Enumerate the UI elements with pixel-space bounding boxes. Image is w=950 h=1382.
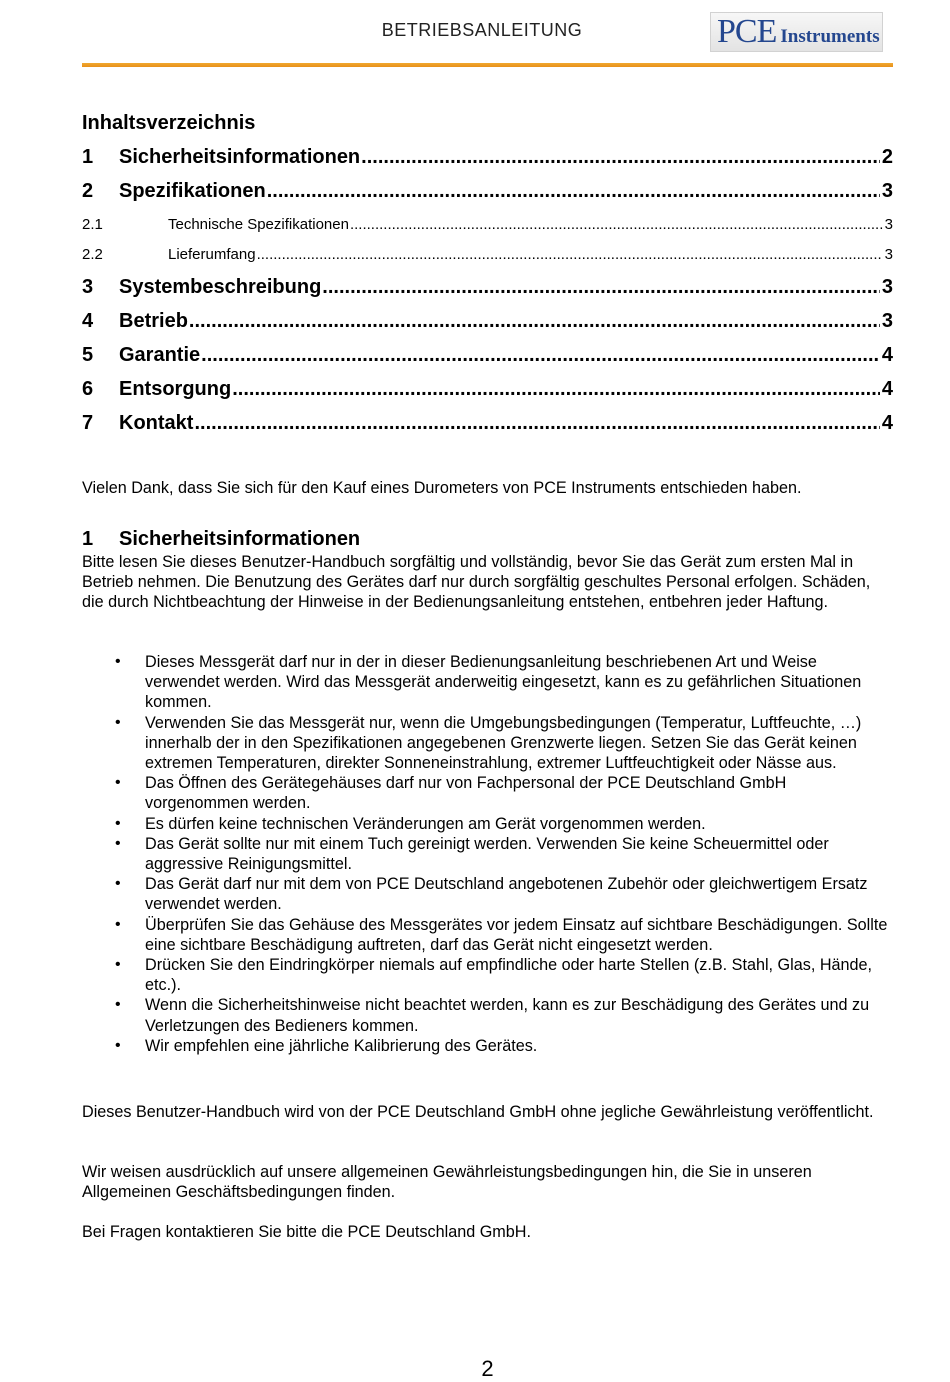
- logo-instruments-text: Instruments: [780, 26, 880, 47]
- list-item: [82, 713, 893, 774]
- toc-entry-number: 2.1: [82, 216, 103, 233]
- bullet-marker: •: [115, 915, 121, 933]
- list-item: [82, 814, 893, 834]
- list-item-text: Wir empfehlen eine jährliche Kalibrierung des Gerätes.: [145, 1036, 538, 1055]
- list-item: [82, 915, 893, 955]
- list-item: [82, 955, 893, 995]
- intro-paragraph: Vielen Dank, dass Sie sich für den Kauf eines Durometers von PCE Instruments entschieden haben.: [82, 479, 802, 497]
- toc-entry-page: 3: [884, 216, 893, 233]
- bullet-marker: •: [115, 713, 121, 731]
- toc-entry-title: Lieferumfang: [168, 246, 256, 263]
- toc-entry-number: 3: [82, 276, 94, 298]
- toc-entry[interactable]: [82, 378, 893, 401]
- warranty-paragraph: Wir weisen ausdrücklich auf unsere allgemeinen Gewährleistungsbedingungen hin, die Sie in unseren Allgemeinen Geschäftsbedingungen finden.: [82, 1163, 812, 1202]
- list-item-text: Das Gerät sollte nur mit einem Tuch gereinigt werden. Verwenden Sie keine Scheuermittel oder aggressive Reinigungsmittel.: [145, 834, 829, 874]
- bullet-marker: •: [115, 956, 121, 974]
- toc-entry-page: 2: [881, 146, 893, 168]
- toc-entry-number: 2.2: [82, 246, 103, 263]
- toc-entry[interactable]: [82, 412, 893, 435]
- list-item-text: Überprüfen Sie das Gehäuse des Messgerätes vor jedem Einsatz auf sichtbare Beschädigungen. Sollte eine sichtbare Beschädigung auftreten, darf das Gerät nicht eingesetzt werden.: [145, 915, 888, 954]
- list-item: [82, 834, 893, 874]
- list-item: [82, 995, 893, 1035]
- list-item-text: Drücken Sie den Eindringkörper niemals auf empfindliche oder harte Stellen (z.B. Stahl, Glas, Hände, etc.).: [145, 956, 873, 995]
- list-item-text: Dieses Messgerät darf nur in der in dieser Bedienungsanleitung beschriebenen Art und Weise verwendet werden. Wird das Messgerät anderweitig eingesetzt, kann es zu gefährlichen Situationen kommen.: [145, 653, 862, 712]
- toc-entry-number: 1: [82, 146, 94, 168]
- toc-entry-title: Spezifikationen: [119, 180, 266, 202]
- toc-entry[interactable]: [82, 344, 893, 367]
- toc-leader-dots: [267, 180, 880, 203]
- header-divider: [82, 63, 893, 67]
- bullet-marker: •: [115, 774, 121, 792]
- pce-instruments-logo: [710, 12, 883, 52]
- toc-leader-dots: [322, 276, 880, 299]
- safety-intro-paragraph: Bitte lesen Sie dieses Benutzer-Handbuch sorgfältig und vollständig, bevor Sie das Gerät zum ersten Mal in Betrieb nehmen. Die Benutzung des Gerätes darf nur durch sorgfältig geschultes Personal erfolgen. Schäden, die durch Nichtbeachtung der Hinweise in der Bedienungsanleitung entstehen, entbehren jeder Haftung.: [82, 553, 871, 612]
- section-number: 1: [82, 528, 94, 550]
- toc-entry-title: Entsorgung: [119, 378, 232, 400]
- toc-leader-dots: [194, 412, 879, 435]
- toc-heading: Inhaltsverzeichnis: [82, 112, 256, 134]
- bullet-marker: •: [115, 814, 121, 832]
- bullet-marker: •: [115, 1036, 121, 1054]
- list-item-text: Es dürfen keine technischen Veränderungen am Gerät vorgenommen werden.: [145, 814, 706, 833]
- list-item-text: Das Gerät darf nur mit dem von PCE Deutschland angebotenen Zubehör oder gleichwertigem Ersatz verwendet werden.: [145, 875, 868, 914]
- toc-entry-number: 6: [82, 378, 94, 400]
- toc-entry-number: 2: [82, 180, 94, 202]
- toc-leader-dots: [189, 310, 880, 333]
- toc-entry-number: 5: [82, 344, 94, 366]
- bullet-marker: •: [115, 653, 121, 670]
- section-title: Sicherheitsinformationen: [119, 528, 361, 550]
- toc-subentry[interactable]: [82, 216, 893, 233]
- toc-entry[interactable]: [82, 310, 893, 333]
- toc-subentry[interactable]: [82, 246, 893, 263]
- toc-entry-page: 4: [881, 378, 893, 400]
- toc-entry-page: 3: [884, 246, 893, 263]
- list-item-text: Wenn die Sicherheitshinweise nicht beachtet werden, kann es zur Beschädigung des Gerätes und zu Verletzungen des Bedieners kommen.: [145, 996, 870, 1035]
- toc-leader-dots: [361, 146, 880, 169]
- document-header-title: BETRIEBSANLEITUNG: [381, 20, 583, 40]
- toc-leader-dots: [201, 344, 880, 367]
- contact-paragraph: Bei Fragen kontaktieren Sie bitte die PCE Deutschland GmbH.: [82, 1223, 531, 1241]
- toc-entry-title: Sicherheitsinformationen: [119, 146, 361, 168]
- list-item-text: Das Öffnen des Gerätegehäuses darf nur von Fachpersonal der PCE Deutschland GmbH vorgenommen werden.: [145, 774, 787, 813]
- toc-entry[interactable]: [82, 276, 893, 299]
- toc-leader-dots: [257, 246, 883, 263]
- safety-bullet-list: [82, 652, 893, 1056]
- toc-entry-page: 3: [881, 180, 893, 202]
- list-item: [82, 652, 893, 713]
- page-number: 2: [481, 1356, 494, 1381]
- list-item: [82, 874, 893, 914]
- logo-pce-text: PCE: [717, 13, 777, 50]
- toc-entry[interactable]: [82, 180, 893, 203]
- toc-entry-title: Kontakt: [119, 412, 194, 434]
- bullet-marker: •: [115, 996, 121, 1014]
- toc-entry-page: 3: [881, 310, 893, 332]
- list-item-text: Verwenden Sie das Messgerät nur, wenn die Umgebungsbedingungen (Temperatur, Luftfeuchte, …) innerhalb der in den Spezifikationen angegebenen Grenzwerte liegen. Setzen Sie das Gerät keinen extremen Temperaturen, direkter Sonneneinstrahlung, extremer Luftfeuchtigkeit oder Nässe aus.: [145, 713, 862, 773]
- list-item: [82, 1036, 893, 1056]
- toc-entry-title: Betrieb: [119, 310, 188, 332]
- toc-leader-dots: [350, 216, 883, 233]
- toc-entry-title: Garantie: [119, 344, 201, 366]
- toc-entry[interactable]: [82, 146, 893, 169]
- toc-entry-number: 7: [82, 412, 94, 434]
- toc-entry-page: 4: [881, 412, 893, 434]
- toc-entry-title: Systembeschreibung: [119, 276, 322, 298]
- toc-entry-page: 3: [881, 276, 893, 298]
- bullet-marker: •: [115, 834, 121, 852]
- toc-entry-title: Technische Spezifikationen: [168, 216, 349, 233]
- toc-entry-page: 4: [881, 344, 893, 366]
- disclaimer-paragraph: Dieses Benutzer-Handbuch wird von der PCE Deutschland GmbH ohne jegliche Gewährleistung veröffentlicht.: [82, 1103, 874, 1121]
- toc-entry-number: 4: [82, 310, 94, 332]
- list-item: [82, 773, 893, 813]
- toc-leader-dots: [232, 378, 880, 401]
- bullet-marker: •: [115, 875, 121, 893]
- section-heading-safety: [82, 528, 360, 551]
